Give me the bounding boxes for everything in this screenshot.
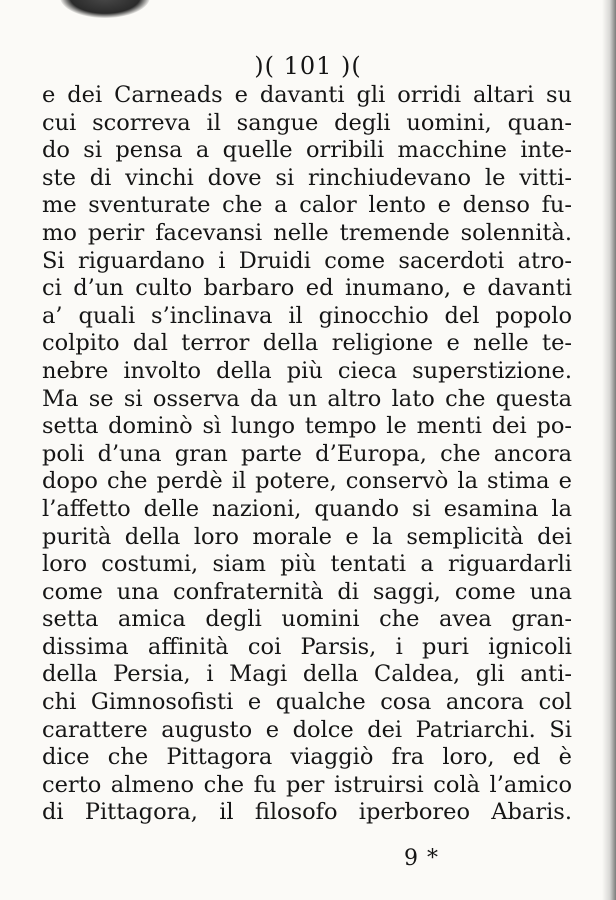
text-line: della Persia, i Magi della Caldea, gli anti-	[42, 661, 572, 688]
text-line: me sventurate che a calor lento e denso fu-	[42, 192, 572, 219]
text-line: loro costumi, siam più tentati a riguardarli	[42, 551, 572, 578]
text-line: chi Gimnosofisti e qualche cosa ancora col	[42, 689, 572, 716]
text-line: dice che Pittagora viaggiò fra loro, ed è	[42, 744, 572, 771]
text-line: come una confraternità di saggi, come una	[42, 578, 572, 605]
text-line: do si pensa a quelle orribili macchine inte-	[42, 137, 572, 164]
text-line: carattere augusto e dolce dei Patriarchi. Si	[42, 716, 572, 743]
text-line: dopo che perdè il potere, conservò la stima e	[42, 468, 572, 495]
text-line: setta dominò sì lungo tempo le menti dei po-	[42, 413, 572, 440]
scan-shadow	[60, 0, 150, 18]
text-line: cui scorreva il sangue degli uomini, quan-	[42, 109, 572, 136]
text-line: di Pittagora, il filosofo iperboreo Abaris.	[42, 799, 572, 826]
text-line: e dei Carneads e davanti gli orridi altari su	[42, 82, 572, 108]
page-number-header: )( 101 )(	[254, 52, 362, 80]
text-line: a’ quali s’inclinava il ginocchio del popolo	[42, 302, 572, 329]
text-line: nebre involto della più cieca superstizione.	[42, 357, 572, 384]
body-text	[42, 82, 572, 827]
text-line: l’affetto delle nazioni, quando si esamina la	[42, 495, 572, 522]
page-edge-shadow	[602, 0, 616, 900]
text-line: poli d’una gran parte d’Europa, che ancora	[42, 440, 572, 467]
text-line: Ma se si osserva da un altro lato che questa	[42, 385, 572, 412]
text-line: purità della loro morale e la semplicità dei	[42, 523, 572, 550]
text-line: dissima affinità coi Parsis, i puri ignicoli	[42, 633, 572, 660]
text-line: setta amica degli uomini che avea gran-	[42, 606, 572, 633]
text-line: ste di vinchi dove si rinchiudevano le vitti-	[42, 164, 572, 191]
text-line: ci d’un culto barbaro ed inumano, e davanti	[42, 275, 572, 302]
text-line: certo almeno che fu per istruirsi colà l’amico	[42, 771, 572, 798]
text-line: Si riguardano i Druidi come sacerdoti atro-	[42, 247, 572, 274]
text-line: colpito dal terror della religione e nelle te-	[42, 330, 572, 357]
printer-signature-mark: 9 *	[404, 846, 439, 871]
text-line: mo perir facevansi nelle tremende solennità.	[42, 219, 572, 246]
